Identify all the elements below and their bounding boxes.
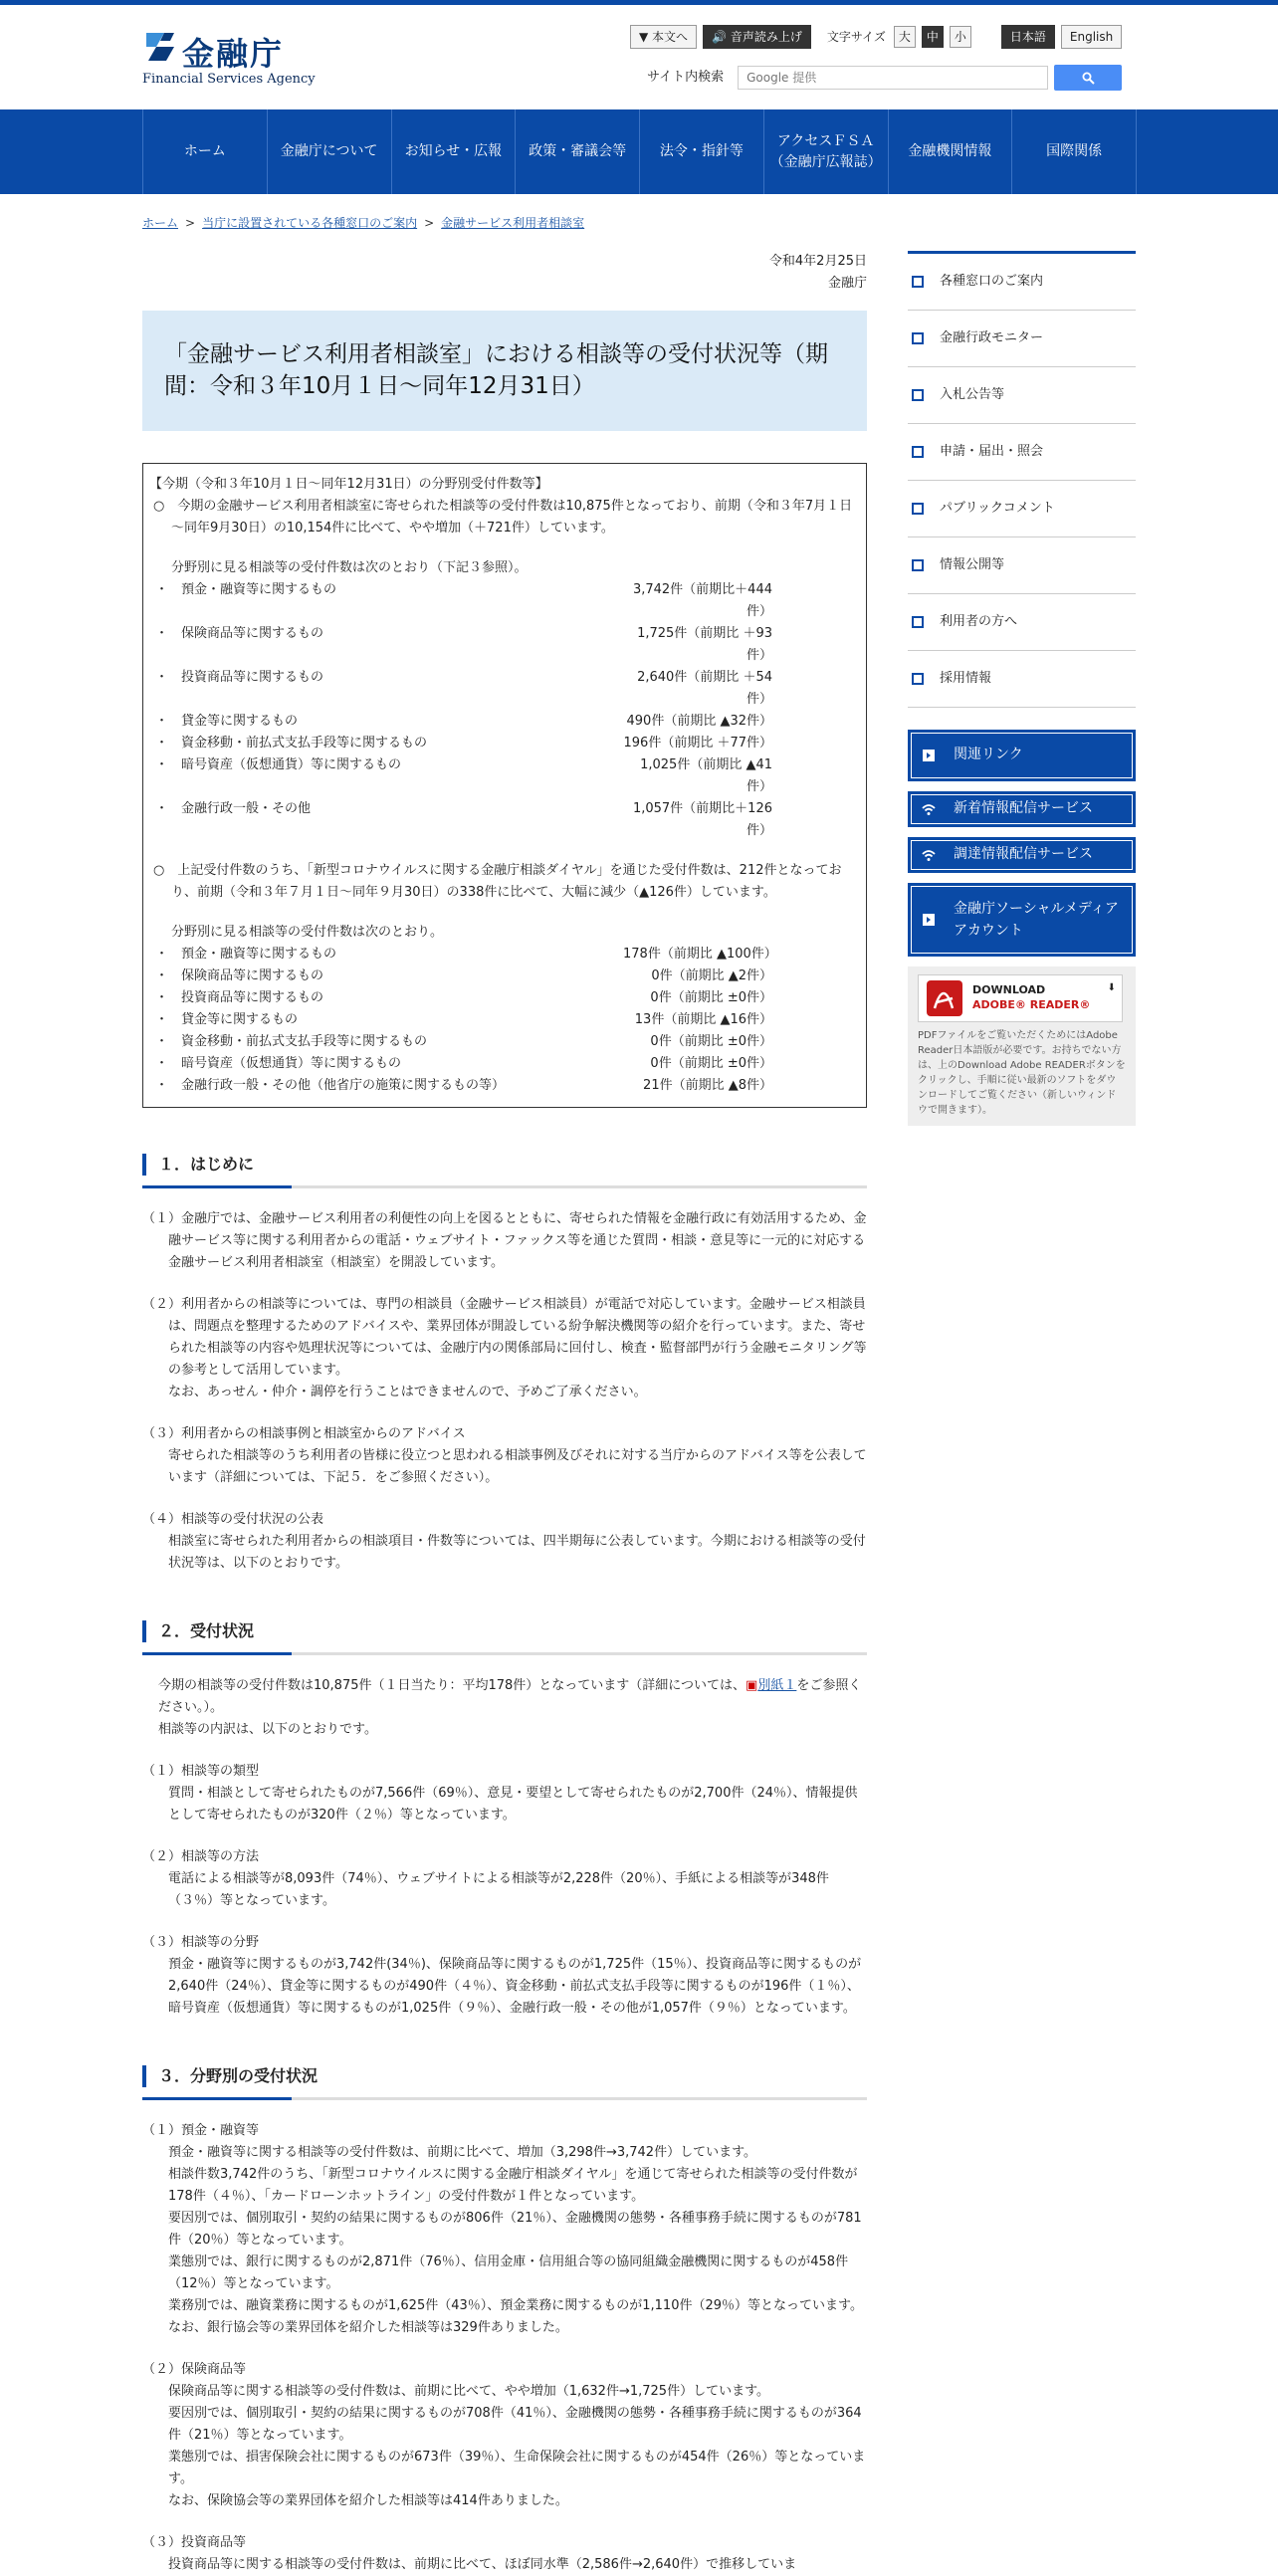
skip-to-content-button[interactable] [630,25,697,49]
font-size-large-button[interactable]: 大 [894,26,916,48]
breadcrumb-separator: > [185,216,196,230]
section-heading-intro: １．はじめに [142,1154,867,1176]
fsa-logo-icon [142,29,178,65]
link-square-icon [922,913,936,927]
search-input[interactable] [738,66,1048,90]
sidebar-item-recruit[interactable]: 採用情報 [908,651,1136,708]
adobe-reader-box [908,966,1136,1126]
summary-intro: 分野別に見る相談等の受付件数は次のとおり（下記３参照）。 [171,559,528,575]
sidebar [908,251,1136,1126]
publisher: 金融庁 [827,276,867,292]
text-to-speech-button[interactable] [703,25,811,49]
summary-row: ・ 金融行政一般・その他 1,057件（前期比＋126件） [155,800,772,838]
sidebar-item-public-comment[interactable]: パブリックコメント [908,481,1136,537]
intro-section: （１）金融庁では、金融サービス利用者の利便性の向上を図るとともに、寄せられた情報を金融行政に有効活用するため、金融サービス等に関する利用者からの電話・ウェブサイト・ファックス等を通じた質問・相談・意見等に一元的に対応する金融サービス利用者相談室（相談室）を開設しています。 （２）利用者からの相談等については、専門の相談員（金融サービス相談員）が電話で対応しています。金融サービス相談員は、問題点を整理するためのアドバイスや、業界団体が開設している紛争解決機関等の紹介を行っています。また、寄せられた相談等の内容や処理状況等については、金融庁内の関係部局に回付し、検査・監督部門が行う金融モニタリング等の参考として活用しています。 なお、あっせん・仲介・調停を行うことはできませんので、予めご了承ください。 （３）利用者からの相談事例と相談室からのアドバイス 寄せられた相談等のうち利用者の皆様に役立つと思われる相談事例及びそれに対する当庁からのアドバイス等を公表しています（詳細については、下記５．をご参照ください）。 （４）相談等の受付状況の公表 相談室に寄せられた利用者からの相談項目・件数等については、四半期毎に公表しています。今期における相談等の受付状況等は、以下のとおりです。 [142,1210,867,1571]
square-bullet-icon [912,673,924,685]
section-heading-status: ２．受付状況 [142,1620,867,1642]
square-bullet-icon [912,332,924,344]
status-section: 今期の相談等の受付件数は10,875件（１日当たり：平均178件）となっています（詳細については、▣別紙１をご参照ください。）。 相談等の内訳は、以下のとおりです。 （１）相談等の類型 質問・相談として寄せられたものが7,566件（69％）、意見・要望として寄せられたものが2,700件（24％）、情報提供として寄せられたものが320件（２％）等となっています。 （２）相談等の方法 電話による相談等が8,093件（74％）、ウェブサイトによる相談等が2,228件（20％）、手紙による相談等が348件（３％）等となっています。 （３）相談等の分野 預金・融資等に関するものが3,742件(34％)、保険商品等に関するものが1,725件（15％）、投資商品等に関するものが2,640件（24％）、貸金等に関するものが490件（４％）、資金移動・前払式支払手段等に関するものが196件（１％）、暗号資産（仮想通貨）等に関するものが1,025件（９％）、金融行政一般・その他が1,057件（９％）となっています。 [142,1677,862,2016]
section-underline [142,2097,867,2100]
logo-text-en: Financial Services Agency [142,72,316,87]
attachment-1-link[interactable]: 別紙１ [757,1677,797,1693]
summary-row: ・ 貸金等に関するもの 13件（前期比 ▲16件） [155,1011,772,1027]
sidebar-item-applications[interactable]: 申請・届出・照会 [908,424,1136,481]
page-title: 「金融サービス利用者相談室」における相談等の受付状況等（期間：令和３年10月１日～同年12月31日） [142,311,867,430]
search-icon [1082,72,1095,85]
summary-heading: 【今期（令和３年10月１日～同年12月31日）の分野別受付件数等】 [149,476,548,492]
adobe-reader-download-button[interactable]: DOWNLOAD ADOBE® READER® ⬇ [918,974,1123,1022]
breadcrumb-current[interactable]: 金融サービス利用者相談室 [441,216,585,230]
header-tools [630,25,1122,49]
summary-row: ・ 預金・融資等に関するもの 178件（前期比 ▲100件） [155,946,777,962]
sidebar-item-monitor[interactable]: 金融行政モニター [908,311,1136,367]
publish-date: 令和4年2月25日 [768,254,867,269]
section-underline [142,1652,867,1655]
breadcrumb-counters[interactable]: 当庁に設置されている各種窓口のご案内 [202,216,418,230]
summary-row: ・ 資金移動・前払式支払手段等に関するもの 0件（前期比 ±0件） [155,1033,772,1049]
link-square-icon [922,749,936,762]
wifi-icon [922,802,936,816]
sidebar-item-users[interactable]: 利用者の方へ [908,594,1136,651]
sidebar-item-bids[interactable]: 入札公告等 [908,367,1136,424]
speaker-icon: 🔊 [712,30,731,44]
breadcrumb-separator: > [424,216,435,230]
square-bullet-icon [912,389,924,401]
summary-row: ・ 投資商品等に関するもの 0件（前期比 ±0件） [155,989,772,1005]
triangle-down-icon: ▼ [639,30,653,44]
tts-label: 音声読み上げ [730,30,802,44]
sidebar-item-counters[interactable]: 各種窓口のご案内 [908,254,1136,311]
adobe-reader-note: PDFファイルをご覧いただくためにはAdobe Reader日本語版が必要です。お持ちでない方は、上のDownload Adobe READERボタンをクリックし、手順に従い最新のソフトをダウンロードしてご覧ください（新しいウィンドウで開きます）。 [918,1030,1126,1116]
global-nav [0,109,1278,194]
sidebar-item-disclosure[interactable]: 情報公開等 [908,537,1136,594]
logo-text-jp: 金融庁 [182,35,285,73]
square-bullet-icon [912,446,924,458]
nav-policy[interactable]: 政策・審議会等 [516,109,640,194]
font-size-medium-button[interactable]: 中 [922,26,944,48]
summary-paragraph: ○ 今期の金融サービス利用者相談室に寄せられた相談等の受付件数は10,875件となっており、前期（令和３年7月１日～同年9月30日）の10,154件に比べて、やや増加（＋721件）しています。 [153,498,853,536]
summary-box [142,463,867,1108]
summary-row: ・ 暗号資産（仮想通貨）等に関するもの 0件（前期比 ±0件） [155,1055,772,1071]
summary-row: ・ 暗号資産（仮想通貨）等に関するもの 1,025件（前期比 ▲41件） [155,756,772,794]
nav-institutions[interactable]: 金融機関情報 [889,109,1013,194]
procurement-feed-button[interactable]: 調達情報配信サービス [908,837,1136,873]
summary-intro: 分野別に見る相談等の受付件数は次のとおり。 [171,924,444,940]
lang-english-button[interactable]: English [1061,25,1122,49]
main-content [142,251,867,2576]
summary-row: ・ 貸金等に関するもの 490件（前期比 ▲32件） [155,713,772,729]
square-bullet-icon [912,559,924,571]
social-media-button[interactable]: 金融庁ソーシャルメディアアカウント [908,883,1136,957]
square-bullet-icon [912,616,924,628]
nav-news[interactable]: お知らせ・広報 [392,109,517,194]
summary-row: ・ 投資商品等に関するもの 2,640件（前期比 ＋54件） [155,669,772,707]
wifi-icon [922,848,936,862]
summary-paragraph: ○ 上記受付件数のうち、「新型コロナウイルスに関する金融庁相談ダイヤル」を通じた受付件数は、212件となっており、前期（令和３年７月１日～同年９月30日）の338件に比べて、大幅に減少（▲126件）しています。 [153,862,842,900]
summary-row: ・ 保険商品等に関するもの 1,725件（前期比 ＋93件） [155,625,772,663]
pdf-icon: ▣ [746,1677,758,1693]
breadcrumb [142,213,584,233]
summary-row: ・ 保険商品等に関するもの 0件（前期比 ▲2件） [155,967,772,983]
news-feed-button[interactable]: 新着情報配信サービス [908,791,1136,827]
font-size-small-button[interactable]: 小 [950,26,971,48]
font-size-label: 文字サイズ [826,29,886,44]
nav-international[interactable]: 国際関係 [1012,109,1137,194]
summary-row: ・ 預金・融資等に関するもの 3,742件（前期比＋444件） [155,581,772,619]
section-heading-by-field: ３．分野別の受付状況 [142,2065,867,2087]
publish-info [142,251,867,295]
language-switcher [1001,25,1122,49]
skip-label: 本文へ [652,30,689,44]
related-links-button[interactable]: 関連リンク [908,730,1136,781]
site-search [647,65,1122,91]
nav-about[interactable]: 金融庁について [268,109,392,194]
search-label: サイト内検索 [647,69,725,85]
square-bullet-icon [912,503,924,515]
nav-laws[interactable]: 法令・指針等 [640,109,764,194]
search-button[interactable] [1054,65,1122,91]
section-underline [142,1185,867,1188]
breadcrumb-home[interactable]: ホーム [142,216,179,230]
adobe-pdf-icon [925,978,964,1018]
nav-access-fsa[interactable]: アクセスＦＳＡ （金融庁広報誌） [764,109,889,194]
square-bullet-icon [912,276,924,288]
nav-home[interactable]: ホーム [143,109,268,194]
summary-row: ・ 資金移動・前払式支払手段等に関するもの 196件（前期比 ＋77件） [155,735,772,751]
download-arrow-icon: ⬇ [1107,982,1116,993]
lang-japanese-button[interactable]: 日本語 [1001,25,1055,49]
by-field-section: （１）預金・融資等 預金・融資等に関する相談等の受付件数は、前期に比べて、増加（3,298件→3,742件）しています。 相談件数3,742件のうち、「新型コロナウイルスに関する金融庁相談ダイヤル」を通じて寄せられた相談等の受付件数が178件（４％）、「カードローンホットライン」の受付件数が１件となっています。 要因別では、個別取引・契約の結果に関するものが806件（21％）、金融機関の態勢・各種事務手続に関するものが781件（20％）等となっています。 業態別では、銀行に関するものが2,871件（76％）、信用金庫・信用組合等の協同組織金融機関に関するものが458件（12％）等となっています。 業務別では、融資業務に関するものが1,625件（43％）、預金業務に関するものが1,110件（29％）等となっています。 なお、銀行協会等の業界団体を紹介した相談等は329件ありました。 （２）保険商品等 保険商品等に関する相談等の受付件数は、前期に比べて、やや増加（1,632件→1,725件）しています。 要因別では、個別取引・契約の結果に関するものが708件（41％）、金融機関の態勢・各種事務手続に関するものが364件（21％）等となっています。 業態別では、損害保険会社に関するものが673件（39％）、生命保険会社に関するものが454件（26％）等となっています。 なお、保険協会等の業界団体を紹介した相談等は414件ありました。 （３）投資商品等 投資商品等に関する相談等の受付件数は、前期に比べて、ほぼ同水準（2,586件→2,640件）で推移していま [142,2122,866,2572]
site-header [0,5,1278,109]
summary-row: ・ 金融行政一般・その他（他省庁の施策に関するもの等） 21件（前期比 ▲8件） [155,1077,772,1093]
